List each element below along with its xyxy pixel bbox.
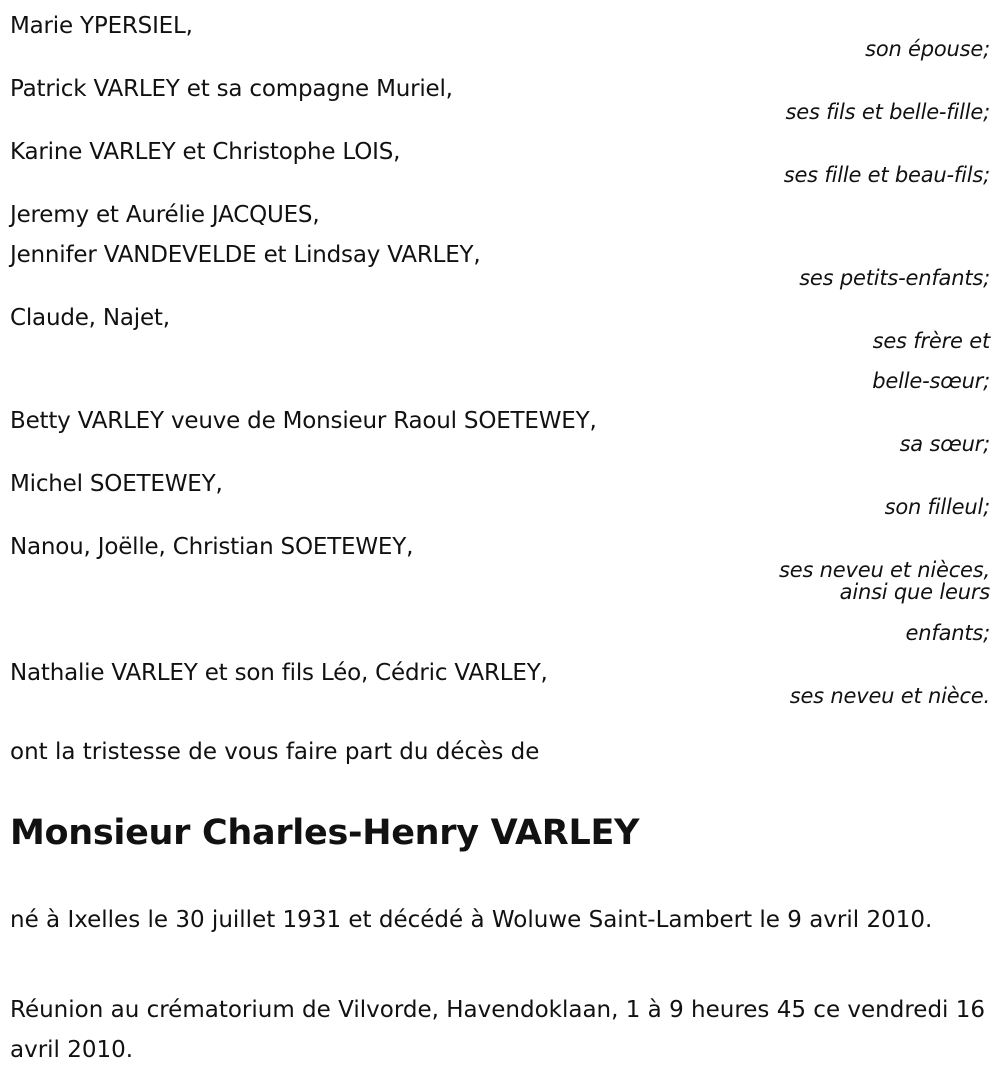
relation-siblings-line2: belle-sœur; xyxy=(872,369,990,393)
deceased-name: Monsieur Charles-Henry VARLEY xyxy=(10,813,640,853)
relation-son: ses fils et belle-fille; xyxy=(785,100,990,124)
relation-nephews-nieces-line3: enfants; xyxy=(905,621,990,645)
relation-spouse: son épouse; xyxy=(865,37,990,61)
family-name-daughter: Karine VARLEY et Christophe LOIS, xyxy=(10,139,401,165)
relation-grandchildren: ses petits-enfants; xyxy=(799,266,990,290)
family-name-nephew-niece: Nathalie VARLEY et son fils Léo, Cédric VARLEY, xyxy=(10,660,548,686)
family-name-nephews-nieces: Nanou, Joëlle, Christian SOETEWEY, xyxy=(10,534,414,560)
family-name-sister: Betty VARLEY veuve de Monsieur Raoul SOETEWEY, xyxy=(10,408,597,434)
family-name-grandchildren-2: Jennifer VANDEVELDE et Lindsay VARLEY, xyxy=(10,242,481,268)
relation-sister: sa sœur; xyxy=(899,432,990,456)
relation-godson: son filleul; xyxy=(884,495,990,519)
family-name-siblings: Claude, Najet, xyxy=(10,305,170,331)
family-name-grandchildren-1: Jeremy et Aurélie JACQUES, xyxy=(10,202,320,228)
ceremony-details: Réunion au crématorium de Vilvorde, Havendoklaan, 1 à 9 heures 45 ce vendredi 16 avril 2010. xyxy=(10,997,986,1063)
relation-nephews-nieces-line2: ainsi que leurs xyxy=(839,580,990,604)
family-name-godson: Michel SOETEWEY, xyxy=(10,471,223,497)
relation-siblings-line1: ses frère et xyxy=(872,329,990,353)
birth-death-details: né à Ixelles le 30 juillet 1931 et décédé à Woluwe Saint-Lambert le 9 avril 2010. xyxy=(10,907,933,933)
family-name-spouse: Marie YPERSIEL, xyxy=(10,13,193,39)
relation-nephews-nieces-line1: ses neveu et nièces, xyxy=(778,558,990,582)
relation-daughter: ses fille et beau-fils; xyxy=(783,163,990,187)
family-name-son: Patrick VARLEY et sa compagne Muriel, xyxy=(10,76,453,102)
relation-nephew-niece: ses neveu et nièce. xyxy=(789,684,990,708)
announcement-intro: ont la tristesse de vous faire part du décès de xyxy=(10,739,540,765)
